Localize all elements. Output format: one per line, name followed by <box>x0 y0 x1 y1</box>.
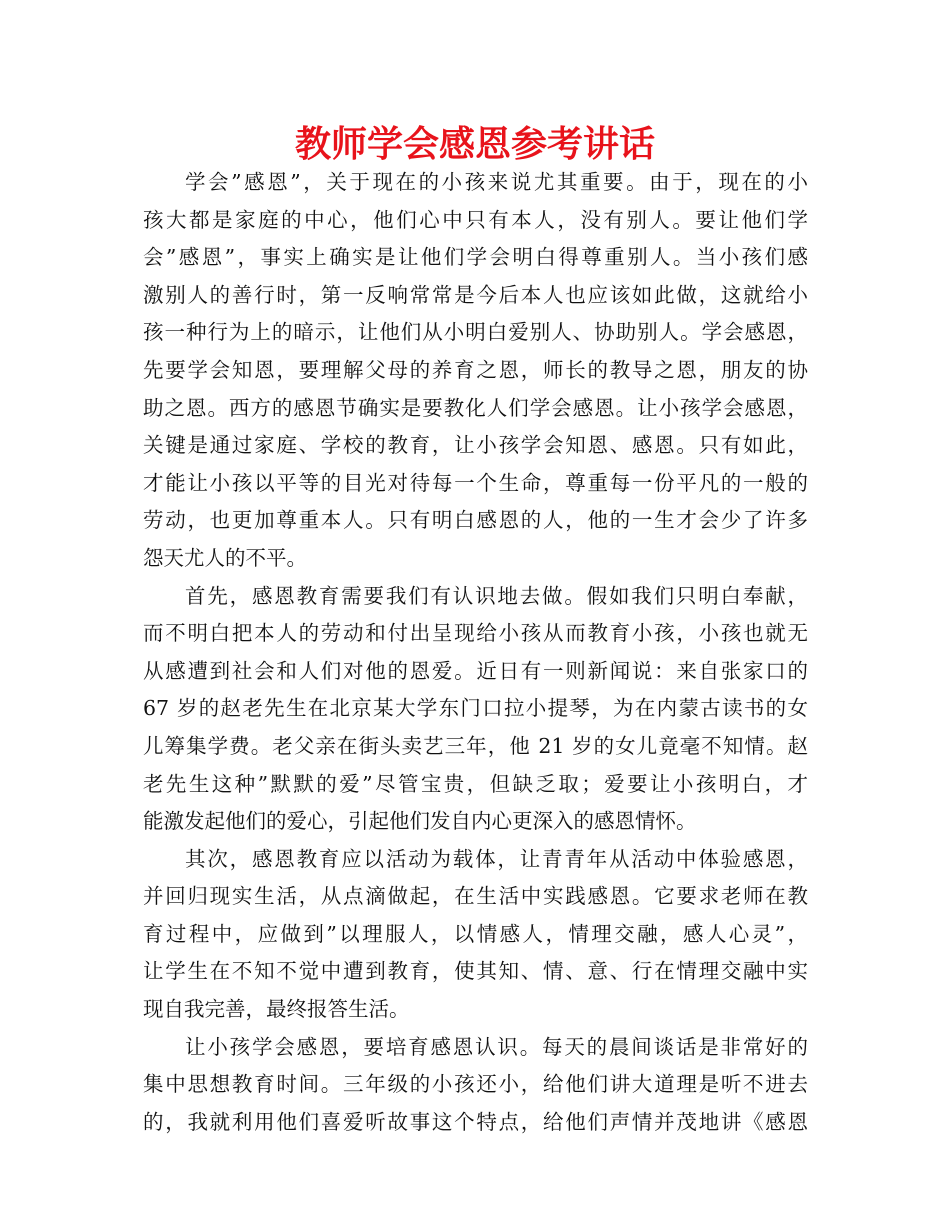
text-line: 劳动，也更加尊重本人。只有明白感恩的人，他的一生才会少了许多 <box>143 508 808 533</box>
text-line: 才能让小孩以平等的目光对待每一个生命，尊重每一份平凡的一般的 <box>143 470 808 495</box>
text-line: 的，我就利用他们喜爱听故事这个特点，给他们声情并茂地讲《感恩 <box>143 1109 808 1134</box>
text-line: 孩一种行为上的暗示，让他们从小明白爱别人、协助别人。学会感恩， <box>143 320 808 345</box>
text-line: 老先生这种”默默的爱”尽管宝贵，但缺乏取；爱要让小孩明白，才 <box>143 771 808 796</box>
text-line: 集中思想教育时间。三年级的小孩还小，给他们讲大道理是听不进去 <box>143 1072 808 1097</box>
text-line: 而不明白把本人的劳动和付出呈现给小孩从而教育小孩，小孩也就无 <box>143 621 808 646</box>
document-title: 教师学会感恩参考讲话 <box>294 124 655 165</box>
text-line: 能激发起他们的爱心，引起他们发自内心更深入的感恩情怀。 <box>143 809 697 834</box>
text-line: 其次，感恩教育应以活动为载体，让青青年从活动中体验感恩， <box>185 846 808 871</box>
text-line: 学会”感恩”，关于现在的小孩来说尤其重要。由于，现在的小 <box>185 170 808 194</box>
text-line: 儿筹集学费。老父亲在街头卖艺三年，他 21 岁的女儿竟毫不知情。赵 <box>143 733 808 758</box>
document-body <box>143 164 808 1141</box>
text-line: 现自我完善，最终报答生活。 <box>143 997 410 1022</box>
text-line: 让小孩学会感恩，要培育感恩认识。每天的晨间谈话是非常好的 <box>185 1034 808 1059</box>
text-line: 先要学会知恩，要理解父母的养育之恩，师长的教导之恩，朋友的协 <box>143 357 808 382</box>
text-line: 首先，感恩教育需要我们有认识地去做。假如我们只明白奉献， <box>185 583 808 608</box>
text-line: 关键是通过家庭、学校的教育，让小孩学会知恩、感恩。只有如此， <box>143 433 808 458</box>
text-line: 激别人的善行时，第一反响常常是今后本人也应该如此做，这就给小 <box>143 282 808 307</box>
text-line: 育过程中，应做到”以理服人，以情感人，情理交融，感人心灵”， <box>143 921 808 946</box>
text-line: 67 岁的赵老先生在北京某大学东门口拉小提琴，为在内蒙古读书的女 <box>143 696 808 721</box>
text-line: 孩大都是家庭的中心，他们心中只有本人，没有别人。要让他们学 <box>143 207 808 232</box>
text-line: 怨天尤人的不平。 <box>143 545 307 570</box>
text-line: 助之恩。西方的感恩节确实是要教化人们学会感恩。让小孩学会感恩， <box>143 395 808 420</box>
text-line: 并回归现实生活，从点滴做起，在生活中实践感恩。它要求老师在教 <box>143 884 808 909</box>
text-line: 让学生在不知不觉中遭到教育，使其知、情、意、行在情理交融中实 <box>143 959 808 984</box>
text-line: 会”感恩”，事实上确实是让他们学会明白得尊重别人。当小孩们感 <box>143 245 808 270</box>
text-line: 从感遭到社会和人们对他的恩爱。近日有一则新闻说：来自张家口的 <box>143 658 808 683</box>
